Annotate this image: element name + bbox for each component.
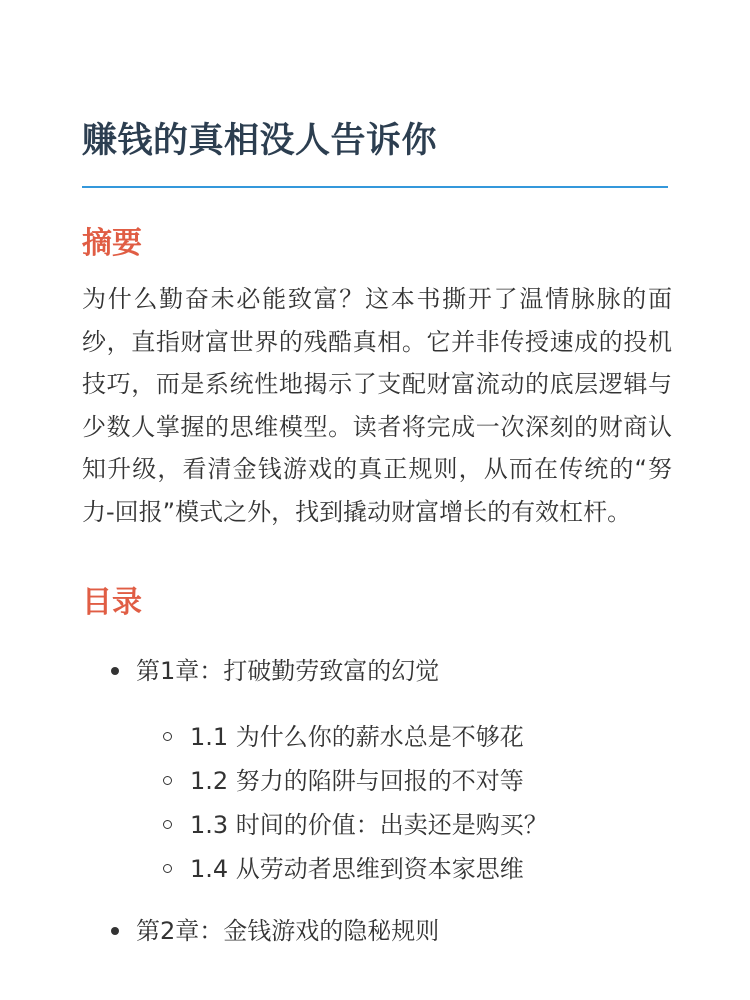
bullet-disc-icon <box>111 667 119 675</box>
summary-heading: 摘要 <box>82 226 142 261</box>
toc-section-1-2 <box>136 759 668 803</box>
document-title: 赚钱的真相没人告诉你 <box>82 121 438 161</box>
toc-chapter-1 <box>82 653 668 891</box>
title-divider <box>82 186 668 188</box>
chapter-1-sections <box>136 715 668 891</box>
section-label: 1.2 努力的陷阱与回报的不对等 <box>190 767 524 795</box>
toc-section-1-4 <box>136 847 668 891</box>
bullet-circle-icon <box>163 820 172 829</box>
toc-chapter-2 <box>82 913 668 949</box>
table-of-contents <box>82 653 668 949</box>
toc-heading: 目录 <box>82 585 142 620</box>
section-label: 1.3 时间的价值：出卖还是购买？ <box>190 811 548 839</box>
section-label: 1.4 从劳动者思维到资本家思维 <box>190 855 524 883</box>
chapter-label: 第2章：金钱游戏的隐秘规则 <box>136 917 440 945</box>
bullet-circle-icon <box>163 864 172 873</box>
summary-text: 为什么勤奋未必能致富？这本书撕开了温情脉脉的面纱，直指财富世界的残酷真相。它并非传授速成的投机技巧，而是系统性地揭示了支配财富流动的底层逻辑与少数人掌握的思维模型。读者将完成一次深刻的财商认知升级，看清金钱游戏的真正规则，从而在传统的“努力-回报”模式之外，找到撬动财富增长的有效杠杆。 <box>82 285 672 526</box>
bullet-disc-icon <box>111 927 119 935</box>
section-label: 1.1 为什么你的薪水总是不够花 <box>190 723 524 751</box>
bullet-circle-icon <box>163 776 172 785</box>
toc-section-1-3 <box>136 803 668 847</box>
bullet-circle-icon <box>163 732 172 741</box>
toc-section-1-1 <box>136 715 668 759</box>
chapter-label: 第1章：打破勤劳致富的幻觉 <box>136 657 440 685</box>
